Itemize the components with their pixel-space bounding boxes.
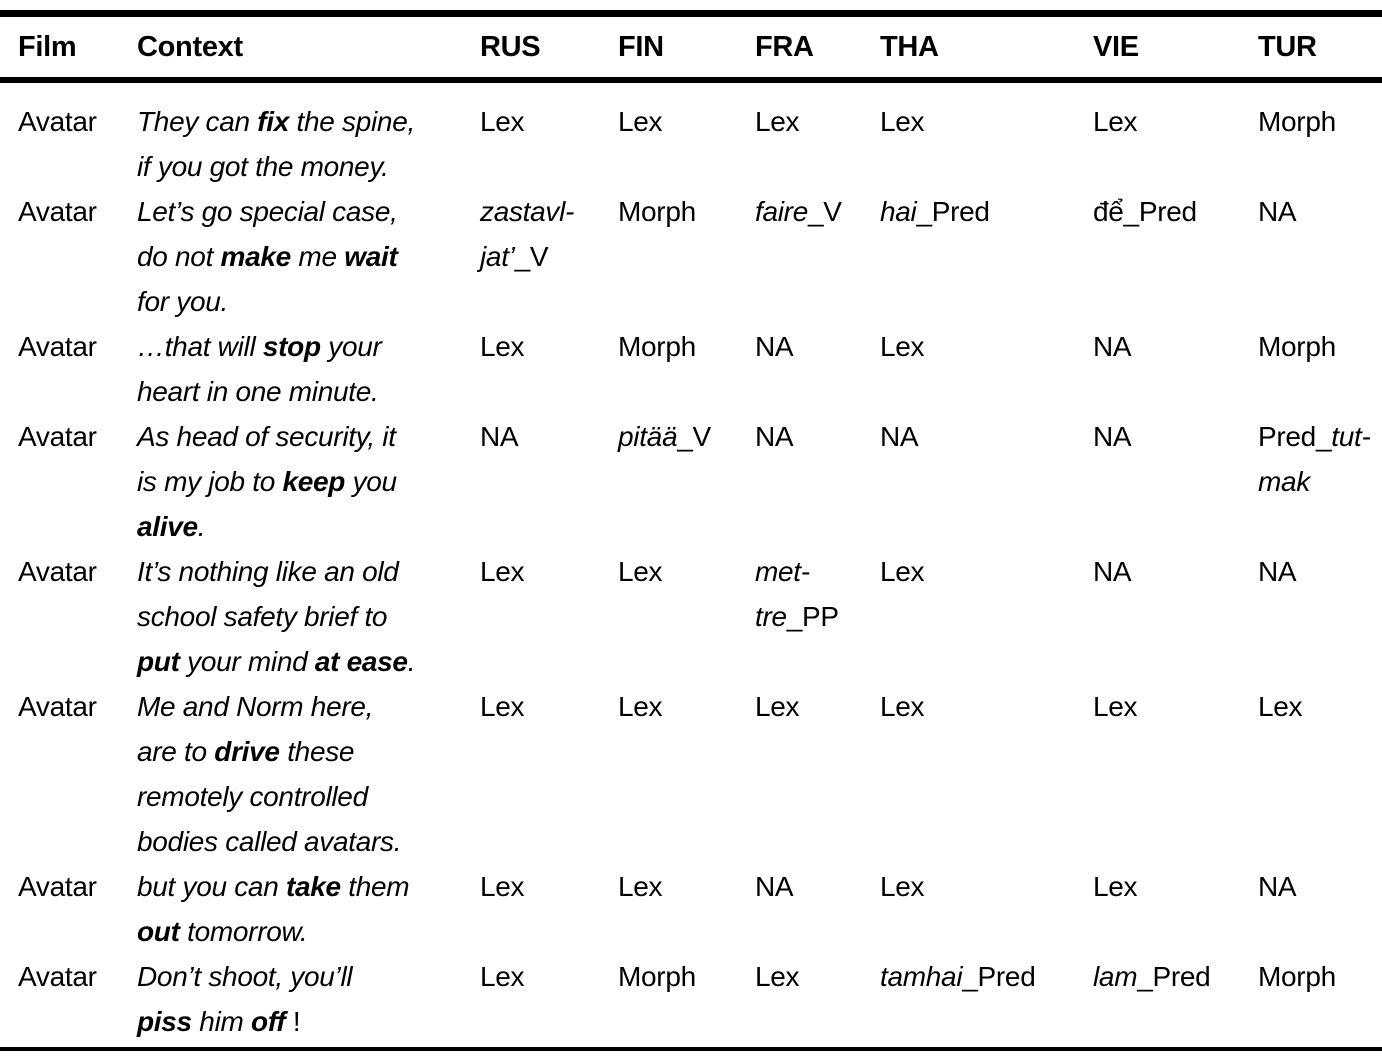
text-segment: drive xyxy=(214,736,280,767)
column-header-context: Context xyxy=(137,14,480,81)
fin-cell xyxy=(618,324,755,414)
text-segment: fix xyxy=(257,106,290,137)
text-segment: As head of security, it xyxy=(137,421,396,452)
film-cell xyxy=(0,324,137,414)
text-segment: Morph xyxy=(618,961,696,992)
text-segment: _Pred xyxy=(962,961,1036,992)
text-segment: out xyxy=(137,916,180,947)
fra-cell xyxy=(755,189,880,324)
text-segment: pitää xyxy=(618,421,678,452)
table-row xyxy=(0,189,1382,324)
text-segment: me xyxy=(290,241,345,272)
film-cell xyxy=(0,954,137,1049)
fra-cell xyxy=(755,414,880,549)
tur-cell xyxy=(1258,414,1382,549)
text-segment: Lex xyxy=(618,106,663,137)
fra-cell xyxy=(755,954,880,1049)
fra-cell xyxy=(755,864,880,954)
tha-cell xyxy=(880,684,1093,864)
text-segment: school safety brief to xyxy=(137,601,388,632)
film-cell xyxy=(0,549,137,684)
column-header-fra: FRA xyxy=(755,14,880,81)
text-segment: Avatar xyxy=(18,331,97,362)
tur-cell xyxy=(1258,80,1382,189)
text-segment: Lex xyxy=(1093,691,1138,722)
rus-cell xyxy=(480,80,618,189)
table-row xyxy=(0,954,1382,1049)
rus-cell xyxy=(480,324,618,414)
fin-cell xyxy=(618,954,755,1049)
text-segment: you xyxy=(345,466,397,497)
text-segment: Don’t shoot, you’ll xyxy=(137,961,353,992)
text-segment: Lex xyxy=(880,106,925,137)
context-cell xyxy=(137,954,480,1049)
vie-cell xyxy=(1093,414,1258,549)
text-segment: Lex xyxy=(618,556,663,587)
tha-cell xyxy=(880,414,1093,549)
text-segment: mak xyxy=(1258,466,1310,497)
header-row xyxy=(0,14,1382,81)
text-segment: It’s nothing like an old xyxy=(137,556,399,587)
text-segment: alive xyxy=(137,511,198,542)
tur-cell xyxy=(1258,189,1382,324)
text-segment: tre xyxy=(755,601,787,632)
text-segment: off xyxy=(251,1006,286,1037)
text-segment: Avatar xyxy=(18,556,97,587)
text-segment: Morph xyxy=(1258,331,1336,362)
text-segment: Lex xyxy=(755,961,800,992)
rus-cell xyxy=(480,189,618,324)
text-segment: bodies called avatars. xyxy=(137,826,402,857)
text-segment: NA xyxy=(1258,871,1297,902)
text-segment: Avatar xyxy=(18,196,97,227)
text-segment: your mind xyxy=(179,646,315,677)
tha-cell xyxy=(880,864,1093,954)
text-segment: Avatar xyxy=(18,961,97,992)
tha-cell xyxy=(880,549,1093,684)
text-segment: Let’s go special case, xyxy=(137,196,398,227)
column-header-tur: TUR xyxy=(1258,14,1382,81)
film-cell xyxy=(0,80,137,189)
film-cell xyxy=(0,189,137,324)
text-segment: Avatar xyxy=(18,691,97,722)
text-segment: Lex xyxy=(618,871,663,902)
table-body xyxy=(0,80,1382,1049)
text-segment: They can xyxy=(137,106,258,137)
rus-cell xyxy=(480,414,618,549)
text-segment: Lex xyxy=(480,871,525,902)
text-segment: Lex xyxy=(755,106,800,137)
text-segment: NA xyxy=(755,331,794,362)
text-segment: Morph xyxy=(1258,106,1336,137)
text-segment: Morph xyxy=(618,331,696,362)
text-segment: hai xyxy=(880,196,917,227)
context-cell xyxy=(137,549,480,684)
text-segment: take xyxy=(285,871,341,902)
vie-cell xyxy=(1093,864,1258,954)
text-segment: NA xyxy=(1093,421,1132,452)
text-segment: _Pred xyxy=(916,196,990,227)
vie-cell xyxy=(1093,549,1258,684)
text-segment: if you got the money. xyxy=(137,151,389,182)
text-segment: jat’ xyxy=(480,241,515,272)
text-segment: . xyxy=(197,511,206,542)
text-segment: ! xyxy=(285,1006,301,1037)
tur-cell xyxy=(1258,324,1382,414)
text-segment: make xyxy=(220,241,291,272)
text-segment: heart in one minute. xyxy=(137,376,379,407)
text-segment: NA xyxy=(755,421,794,452)
text-segment: zastavl- xyxy=(480,196,575,227)
tur-cell xyxy=(1258,864,1382,954)
text-segment: NA xyxy=(755,871,794,902)
text-segment: Avatar xyxy=(18,421,97,452)
text-segment: keep xyxy=(282,466,346,497)
fin-cell xyxy=(618,864,755,954)
text-segment: met- xyxy=(755,556,810,587)
text-segment: lam xyxy=(1093,961,1138,992)
text-segment: _V xyxy=(514,241,549,272)
text-segment: Lex xyxy=(880,331,925,362)
text-segment: them xyxy=(340,871,410,902)
film-cell xyxy=(0,684,137,864)
column-header-film: Film xyxy=(0,14,137,81)
text-segment: Avatar xyxy=(18,871,97,902)
text-segment: tomorrow. xyxy=(179,916,308,947)
column-header-fin: FIN xyxy=(618,14,755,81)
text-segment: stop xyxy=(262,331,321,362)
text-segment: him xyxy=(191,1006,252,1037)
text-segment: tamhai xyxy=(880,961,963,992)
vie-cell xyxy=(1093,80,1258,189)
context-cell xyxy=(137,864,480,954)
text-segment: Morph xyxy=(1258,961,1336,992)
text-segment: NA xyxy=(1093,556,1132,587)
text-segment: Lex xyxy=(1093,106,1138,137)
text-segment: Lex xyxy=(480,331,525,362)
tha-cell xyxy=(880,80,1093,189)
column-header-vie: VIE xyxy=(1093,14,1258,81)
vie-cell xyxy=(1093,189,1258,324)
vie-cell xyxy=(1093,684,1258,864)
text-segment: tut- xyxy=(1331,421,1371,452)
text-segment: _PP xyxy=(786,601,839,632)
text-segment: NA xyxy=(1258,556,1297,587)
text-segment: Lex xyxy=(1258,691,1303,722)
table-row xyxy=(0,80,1382,189)
fin-cell xyxy=(618,549,755,684)
column-header-tha: THA xyxy=(880,14,1093,81)
text-segment: …that will xyxy=(137,331,263,362)
text-segment: Lex xyxy=(880,691,925,722)
text-segment: . xyxy=(407,646,416,677)
text-segment: Morph xyxy=(618,196,696,227)
column-header-rus: RUS xyxy=(480,14,618,81)
vie-cell xyxy=(1093,954,1258,1049)
text-segment: Lex xyxy=(480,961,525,992)
verb-annotation-table xyxy=(0,10,1382,1051)
fra-cell xyxy=(755,684,880,864)
tur-cell xyxy=(1258,954,1382,1049)
film-cell xyxy=(0,414,137,549)
tur-cell xyxy=(1258,549,1382,684)
text-segment: wait xyxy=(344,241,398,272)
fin-cell xyxy=(618,684,755,864)
tur-cell xyxy=(1258,684,1382,864)
text-segment: Lex xyxy=(480,556,525,587)
text-segment: _V xyxy=(677,421,711,452)
text-segment: NA xyxy=(880,421,919,452)
text-segment: _Pred xyxy=(1137,961,1211,992)
rus-cell xyxy=(480,864,618,954)
rus-cell xyxy=(480,684,618,864)
context-cell xyxy=(137,324,480,414)
text-segment: Lex xyxy=(880,556,925,587)
rus-cell xyxy=(480,549,618,684)
rus-cell xyxy=(480,954,618,1049)
text-segment: Lex xyxy=(1093,871,1138,902)
text-segment: but you can xyxy=(137,871,286,902)
text-segment: Lex xyxy=(480,106,525,137)
fra-cell xyxy=(755,324,880,414)
text-segment: _V xyxy=(807,196,842,227)
context-cell xyxy=(137,414,480,549)
table-row xyxy=(0,864,1382,954)
text-segment: Lex xyxy=(880,871,925,902)
vie-cell xyxy=(1093,324,1258,414)
tha-cell xyxy=(880,324,1093,414)
text-segment: piss xyxy=(137,1006,192,1037)
text-segment: Avatar xyxy=(18,106,97,137)
tha-cell xyxy=(880,189,1093,324)
text-segment: Lex xyxy=(755,691,800,722)
text-segment: remotely controlled xyxy=(137,781,368,812)
text-segment: your xyxy=(320,331,382,362)
text-segment: NA xyxy=(1093,331,1132,362)
table-row xyxy=(0,414,1382,549)
text-segment: _Pred xyxy=(1123,196,1197,227)
text-segment: is my job to xyxy=(137,466,283,497)
table-row xyxy=(0,324,1382,414)
text-segment: put xyxy=(137,646,180,677)
text-segment: Me and Norm here, xyxy=(137,691,374,722)
table-row xyxy=(0,549,1382,684)
text-segment: at ease xyxy=(314,646,408,677)
text-segment: để xyxy=(1093,196,1124,227)
fin-cell xyxy=(618,80,755,189)
text-segment: faire xyxy=(755,196,808,227)
text-segment: Lex xyxy=(618,691,663,722)
fra-cell xyxy=(755,80,880,189)
text-segment: Pred_ xyxy=(1258,421,1332,452)
text-segment: for you. xyxy=(137,286,228,317)
tha-cell xyxy=(880,954,1093,1049)
table-row xyxy=(0,684,1382,864)
context-cell xyxy=(137,189,480,324)
text-segment: the spine, xyxy=(289,106,415,137)
text-segment: are to xyxy=(137,736,215,767)
text-segment: do not xyxy=(137,241,221,272)
text-segment: NA xyxy=(1258,196,1297,227)
context-cell xyxy=(137,684,480,864)
text-segment: NA xyxy=(480,421,519,452)
table-header xyxy=(0,14,1382,81)
fra-cell xyxy=(755,549,880,684)
fin-cell xyxy=(618,414,755,549)
context-cell xyxy=(137,80,480,189)
film-cell xyxy=(0,864,137,954)
fin-cell xyxy=(618,189,755,324)
text-segment: these xyxy=(279,736,355,767)
text-segment: Lex xyxy=(480,691,525,722)
